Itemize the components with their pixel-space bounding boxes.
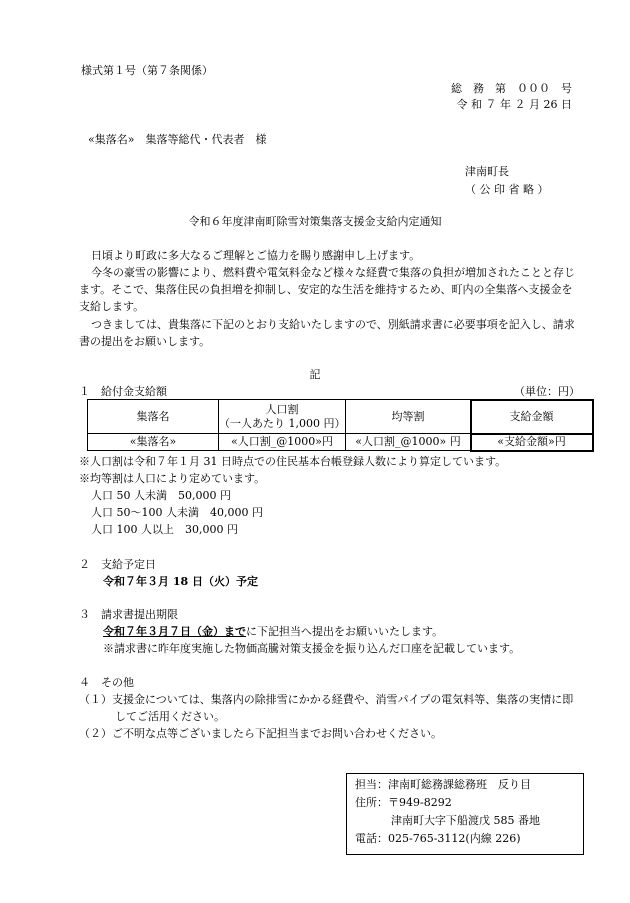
other-item-1-line-1: （１）支援金については、集落内の除排雪にかかる経費や、消雪パイプの電気料等、集落の実情に即 [79, 693, 574, 706]
tier-2: 人口 50～100 人未満 40,000 円 [91, 506, 263, 519]
body-paragraph-2-line-3: 支給します。 [79, 300, 145, 313]
body-paragraph-2-line-2: ます。そこで、集落住民の負担増を抑制し、安定的な生活を維持するため、町内の全集落へ支援金を [79, 283, 573, 296]
unit-label: （単位：円） [514, 385, 580, 398]
form-number: 様式第１号（第７条関係） [81, 64, 213, 77]
contact-phone: 電話：025-765-3112(内線 226) [355, 832, 521, 845]
recipient: «集落名» 集落等総代・代表者 様 [88, 133, 267, 146]
tier-1: 人口 50 人未満 50,000 円 [91, 489, 231, 502]
table-header-row [88, 400, 593, 434]
invoice-note: ※請求書に昨年度実施した物価高騰対策支援金を振り込んだ口座を記載しています。 [103, 642, 521, 655]
section-1-heading: １ 給付金支給額 [79, 385, 167, 398]
sender-name: 津南町長 [465, 165, 509, 178]
header-population-share-rate: （一人あたり 1,000 円） [219, 416, 346, 430]
cell-settlement: «集落名» [88, 434, 219, 451]
body-paragraph-2-line-1: 今冬の豪雪の影響により、燃料費や電気料金など様々な経費で集落の負担が増加されたことと存じ [91, 266, 575, 279]
body-paragraph-1: 日頃より町政に多大なるご理解とご協力を賜り感謝申し上げます。 [91, 249, 421, 262]
section-4-heading: ４ その他 [79, 676, 134, 689]
deadline-date: 令和７年３月７日（金）まで [103, 625, 246, 638]
tier-3: 人口 100 人以上 30,000 円 [91, 523, 238, 536]
document-date: 令 和 ７ 年 ２ 月 26 日 [456, 98, 572, 111]
payment-date: 令和７年３月 18 日（火）予定 [103, 575, 258, 588]
other-item-1-line-2: してご活用ください。 [115, 710, 225, 723]
other-item-2: （２）ご不明な点等ございましたら下記担当までお問い合わせください。 [79, 727, 442, 740]
document-title: 令和６年度津南町除雪対策集落支援金支給内定通知 [188, 215, 442, 228]
contact-address: 津南町大字下船渡戊 585 番地 [391, 814, 540, 827]
cell-equal-share: «人口割_@1000» 円 [346, 434, 471, 451]
allocation-table [87, 399, 593, 451]
note-population-share: ※人口割は令和７年１月 31 日時点での住民基本台帳登録人数により算定しています。 [79, 455, 507, 468]
body-paragraph-3-line-1: つきましては、貴集落に下記のとおり支給いたしますので、別紙請求書に必要事項を記入し、請求 [91, 318, 575, 331]
deadline-line [103, 625, 443, 639]
ki-marker: 記 [309, 368, 321, 381]
contact-staff: 担当：津南町総務課総務班 反り目 [355, 778, 531, 791]
header-population-share [219, 400, 346, 434]
note-equal-share: ※均等割は人口により定めています。 [79, 472, 266, 485]
header-settlement: 集落名 [88, 400, 219, 434]
table-row [88, 434, 593, 451]
deadline-suffix: に下記担当へ提出をお願いいたします。 [246, 625, 444, 638]
contact-postal: 住所：〒949-8292 [355, 796, 452, 809]
cell-payment-amount: «支給金額»円 [471, 434, 593, 451]
header-equal-share: 均等割 [346, 400, 471, 434]
seal-note: （ 公 印 省 略 ） [465, 183, 549, 196]
header-population-share-label: 人口割 [265, 402, 299, 416]
section-2-heading: ２ 支給予定日 [79, 558, 156, 571]
cell-population-share: «人口割_@1000»円 [219, 434, 346, 451]
header-payment-amount: 支給金額 [471, 400, 593, 434]
contact-box [346, 773, 584, 855]
section-3-heading: ３ 請求書提出期限 [79, 608, 178, 621]
body-paragraph-3-line-2: 書の提出をお願いします。 [79, 335, 211, 348]
document-number: 総 務 第 ０００ 号 [451, 82, 572, 95]
